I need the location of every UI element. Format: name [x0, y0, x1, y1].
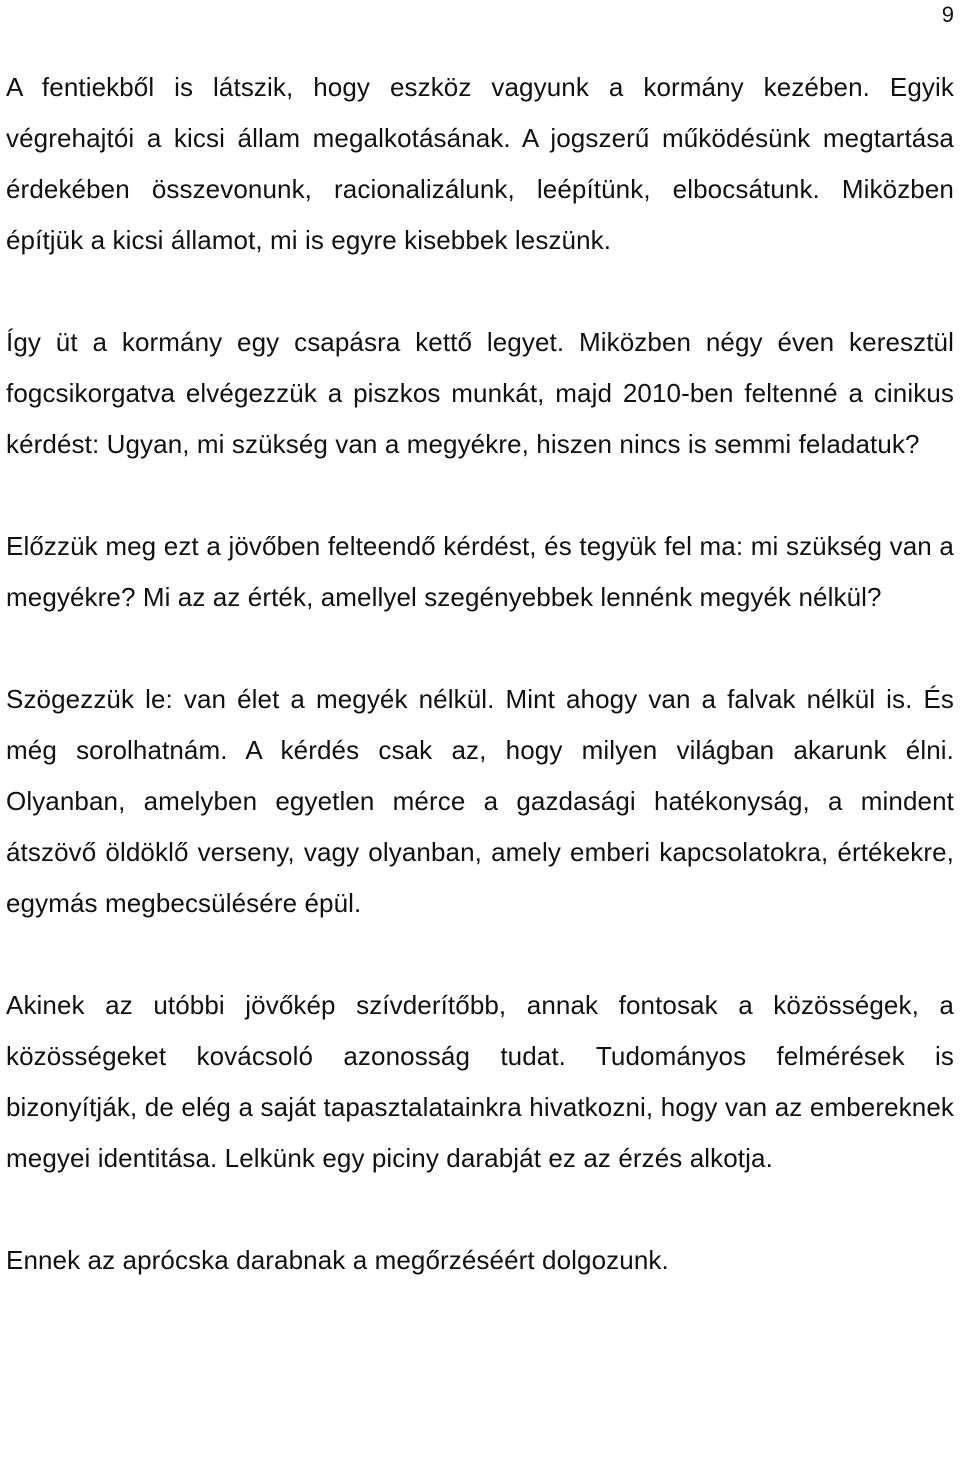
paragraph-1: A fentiekből is látszik, hogy eszköz vagyunk a kormány kezében. Egyik végrehajtói a kicsi állam megalkotásának. A jogszerű működésünk megtartása érdekében összevonunk, racionalizálunk, leépítünk, elbocsátunk. Miközben építjük a kicsi államot, mi is egyre kisebbek leszünk.: [6, 72, 954, 255]
paragraph-6: Ennek az aprócska darabnak a megőrzéséért dolgozunk.: [6, 1245, 669, 1275]
paragraph-2: Így üt a kormány egy csapásra kettő legyet. Miközben négy éven keresztül fogcsikorgatva elvégezzük a piszkos munkát, majd 2010-ben feltenné a cinikus kérdést: Ugyan, mi szükség van a megyékre, hiszen nincs is semmi feladatuk?: [6, 327, 954, 459]
document-body: [6, 62, 954, 1286]
paragraph-4: Szögezzük le: van élet a megyék nélkül. Mint ahogy van a falvak nélkül is. És még sorolhatnám. A kérdés csak az, hogy milyen világban akarunk élni. Olyanban, amelyben egyetlen mérce a gazdasági hatékonyság, a mindent átszövő öldöklő verseny, vagy olyanban, amely emberi kapcsolatokra, értékekre, egymás megbecsülésére épül.: [6, 684, 954, 918]
paragraph-5: Akinek az utóbbi jövőkép szívderítőbb, annak fontosak a közösségek, a közösségeket kovácsoló azonosság tudat. Tudományos felmérések is bizonyítják, de elég a saját tapasztalatainkra hivatkozni, hogy van az embereknek megyei identitása. Lelkünk egy piciny darabját ez az érzés alkotja.: [6, 990, 954, 1173]
page-number: 9: [941, 2, 954, 27]
paragraph-3: Előzzük meg ezt a jövőben felteendő kérdést, és tegyük fel ma: mi szükség van a megyékre? Mi az az érték, amellyel szegényebbek lennénk megyék nélkül?: [6, 531, 954, 612]
